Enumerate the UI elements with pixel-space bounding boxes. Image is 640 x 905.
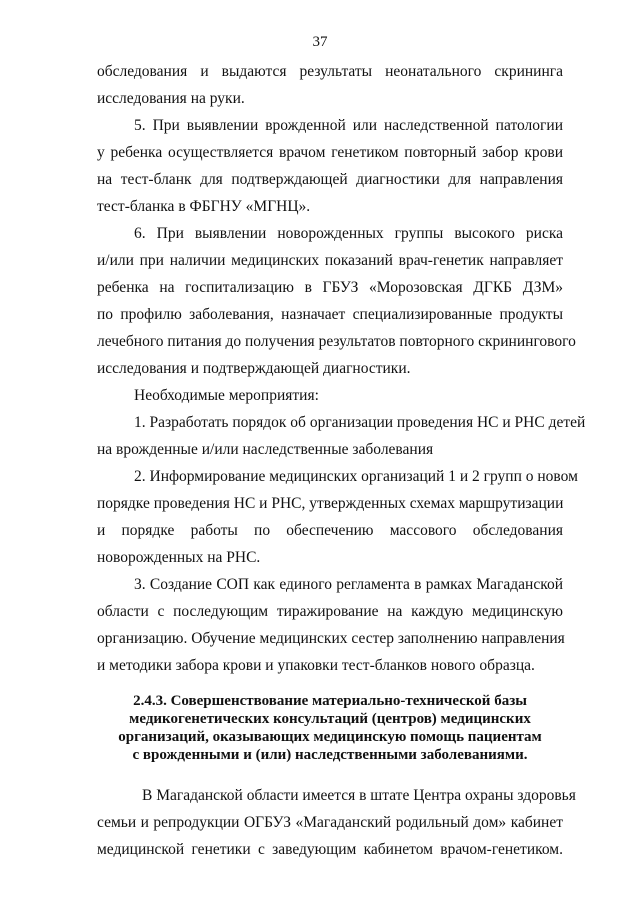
text-line: и порядке работы по обеспечению массового обследования: [97, 522, 563, 539]
heading-line: с врожденными и (или) наследственными заболеваниями.: [132, 747, 528, 763]
text-line: лечебного питания до получения результатов повторного скринингового: [97, 333, 576, 350]
heading-line: организаций, оказывающих медицинскую помощь пациентам: [118, 729, 542, 745]
text-line: 6. При выявлении новорожденных группы высокого риска: [134, 225, 563, 242]
text-line: В Магаданской области имеется в штате Центра охраны здоровья: [142, 787, 576, 804]
text-line: новорожденных на РНС.: [97, 549, 261, 566]
text-line: по профилю заболевания, назначает специализированные продукты: [97, 306, 563, 323]
heading-line: медикогенетических консультаций (центров) медицинских: [129, 711, 531, 727]
text-line: порядке проведения НС и РНС, утвержденных схемах маршрутизации: [97, 495, 564, 512]
text-line: и/или при наличии медицинских показаний врач-генетик направляет: [97, 252, 563, 269]
heading-line: 2.4.3. Совершенствование материально-технической базы: [133, 693, 527, 709]
text-line: исследования и подтверждающей диагностики.: [97, 360, 411, 377]
text-line: организацию. Обучение медицинских сестер заполнению направления: [97, 630, 565, 647]
text-line: тест-бланка в ФБГНУ «МГНЦ».: [97, 198, 311, 215]
text-line: исследования на руки.: [97, 90, 245, 107]
text-line: на врожденные и/или наследственные заболевания: [97, 441, 434, 458]
text-line: области с последующим тиражирование на каждую медицинскую: [97, 603, 563, 620]
text-line: ребенка на госпитализацию в ГБУЗ «Морозовская ДГКБ ДЗМ»: [97, 279, 563, 296]
text-line: у ребенка осуществляется врачом генетиком повторный забор крови: [97, 144, 563, 161]
text-line: 5. При выявлении врожденной или наследственной патологии: [134, 117, 563, 134]
text-line: 2. Информирование медицинских организаций 1 и 2 групп о новом: [134, 468, 578, 485]
text-line: семьи и репродукции ОГБУЗ «Магаданский родильный дом» кабинет: [97, 814, 563, 831]
text-line: 1. Разработать порядок об организации проведения НС и РНС детей: [134, 414, 586, 431]
text-line: медицинской генетики с заведующим кабинетом врачом-генетиком.: [97, 841, 563, 858]
text-line: Необходимые мероприятия:: [134, 387, 319, 404]
text-line: и методики забора крови и упаковки тест-бланков нового образца.: [97, 657, 535, 674]
text-line: на тест-бланк для подтверждающей диагностики для направления: [97, 171, 563, 188]
page-number: 37: [312, 34, 328, 50]
text-line: обследования и выдаются результаты неонатального скрининга: [97, 63, 563, 80]
text-line: 3. Создание СОП как единого регламента в рамках Магаданской: [134, 576, 563, 593]
